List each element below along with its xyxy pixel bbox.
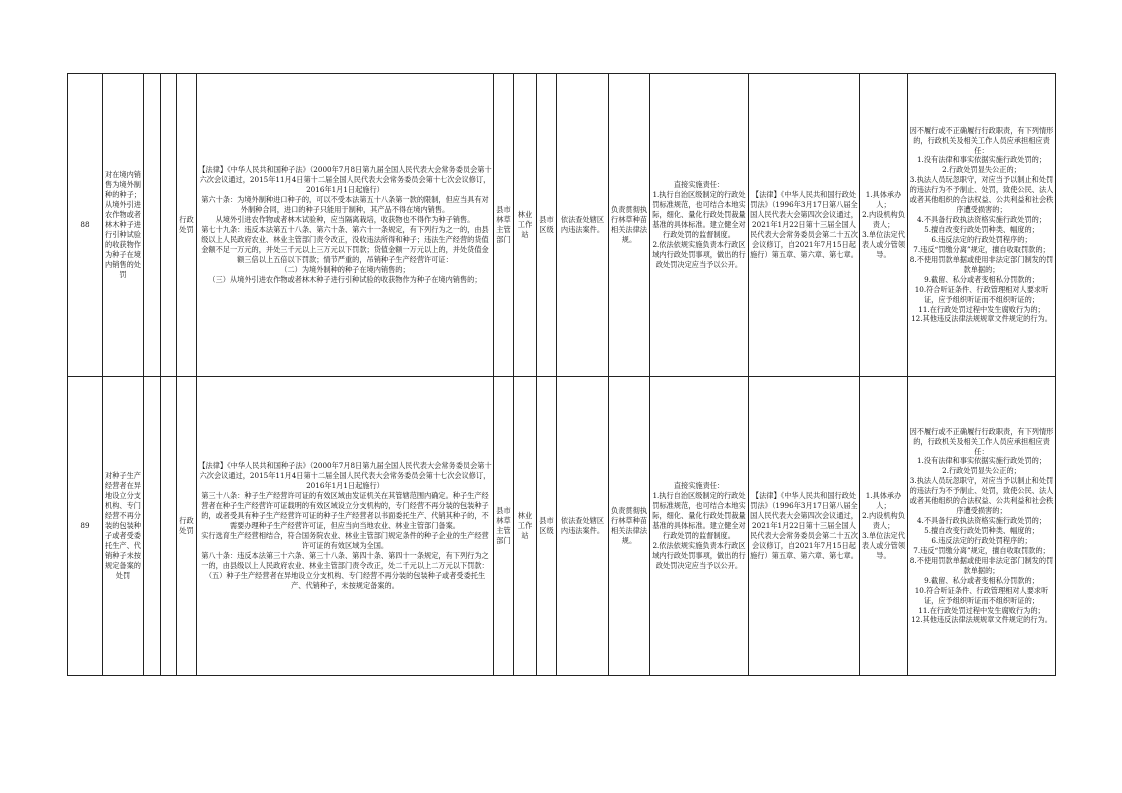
item-number: 88 [68,74,103,377]
legal-basis-line: （二）为境外制种的种子在境内销售的； [280,264,410,274]
liability-line: 2.行政处罚显失公正的； [942,165,1021,175]
item-name: 对种子生产经营者在异地设立分支机构、专门经营不再分装的包装种子或者受委托生产、代销种子未按规定备案的处罚 [103,377,144,676]
legal-basis-line: 第八十条：违反本法第三十六条、第三十八条、第四十条、第四十一条规定，有下列行为之一的，由县级以上人民政府农业、林业主管部门责令改正，处二千元以上二万元以下罚款： [201,550,489,570]
responsible-line: 2.内设机构负责人； [862,511,905,531]
liability-line: 5.擅自改变行政处罚种类、幅度的； [924,526,1039,535]
responsible-persons-cell [860,74,908,377]
liability-line: 9.截留、私分或者变相私分罚款的； [924,575,1039,585]
liability-line: 9.截留、私分或者变相私分罚款的； [924,274,1039,284]
duty-items-cell [650,377,749,676]
item-type: 行政处罚 [177,377,197,676]
liability-line: 11.在行政处罚过程中发生腐败行为的； [918,605,1045,615]
implementing-department: 县市林草主管部门 [494,377,514,676]
liability-line: 4.不具备行政执法资格实施行政处罚的； [916,215,1047,225]
legal-basis-line: 从境外引进农作物或者林木试验种，应当隔离栽培，收获物也不得作为种子销售。 [215,215,475,225]
jurisdiction-scope: 依法查处辖区内违法案件。 [557,74,609,377]
duty-owner: 负责贯彻执行林草种苗相关法律法规。 [609,74,650,377]
liability-line: 8.不使用罚款单据或使用非法定部门制发的罚款单据的； [909,254,1054,274]
liability-line: 7.违反“罚缴分离”规定，擅自收取罚款的； [913,545,1050,555]
responsible-line: 3.单位法定代表人或分管领导。 [861,229,906,259]
table-row [68,377,1056,676]
liability-line: 6.违反法定的行政处罚程序的； [931,535,1032,545]
implementing-level: 县市区级 [537,74,557,377]
empty-cell [161,74,177,377]
liability-line: 因不履行或不正确履行行政职责，有下列情形的，行政机关及相关工作人员应承担相应责任： [909,125,1054,155]
duty-line: 1.执行自治区级制定的行政处罚标准规范，也可结合本地实际，细化、量化行政处罚裁量基准的具体标准。建立健全对行政处罚的监督制度。 [652,190,746,239]
legal-basis-line: 实行选育生产经营相结合，符合国务院农业、林业主管部门规定条件的种子企业的生产经营许可证的有效区域为全国。 [201,530,489,550]
legal-basis-line: 【法律】《中华人民共和国种子法》（2000年7月8日第九届全国人民代表大会常务委员会第十六次会议通过，2015年11月4日第十二届全国人民代表大会常务委员会第十七次会议修订，2016年1月1日起施行） [198,165,492,195]
empty-cell [144,377,161,676]
duty-line: 1.执行自治区级制定的行政处罚标准规范，也可结合本地实际，细化、量化行政处罚裁量基准的具体标准。建立健全对行政处罚的监督制度。 [652,491,746,540]
legal-basis-line: （五）种子生产经营者在异地设立分支机构、专门经营不再分装的包装种子或者受委托生产、代销种子，未按规定备案的。 [204,570,486,590]
legal-basis-cell [197,377,494,676]
legal-basis-line: 第六十条：为境外制种进口种子的，可以不受本法第五十八条第一款的限制，但应当具有对外制种合同，进口的种子只能用于制种，其产品不得在境内销售。 [201,195,489,215]
liability-line: 3.执法人员玩忽职守，对应当予以制止和处罚的违法行为不予制止、处罚，致使公民、法人或者其他组织的合法权益、公共利益和社会秩序遭受损害的； [909,175,1054,215]
liability-line: 8.不使用罚款单据或使用非法定部门制发的罚款单据的； [909,555,1054,575]
liability-line: 11.在行政处罚过程中发生腐败行为的； [918,304,1045,314]
liability-line: 7.违反“罚缴分离”规定，擅自收取罚款的； [913,244,1050,254]
liability-line: 5.擅自改变行政处罚种类、幅度的； [924,225,1039,234]
liability-line: 1.没有法律和事实依据实施行政处罚的； [916,456,1047,466]
liability-line: 4.不具备行政执法资格实施行政处罚的； [916,516,1047,526]
item-number: 89 [68,377,103,676]
item-name: 对在境内销售为境外制种的种子；从境外引进农作物或者林木种子进行引种试验的收获物作为种子在境内销售的处罚 [103,74,144,377]
duty-line: 直接实施责任： [673,481,725,491]
implementing-subject: 林业工作站 [514,74,537,377]
responsible-persons-cell [860,377,908,676]
empty-cell [144,74,161,377]
liability-line: 2.行政处罚显失公正的； [942,466,1021,476]
legal-basis-line: 第三十八条：种子生产经营许可证的有效区域由发证机关在其管辖范围内确定。种子生产经营者在种子生产经营许可证载明的有效区域设立分支机构的，专门经营不再分装的包装种子的，或者受具有种子生产经营许可证的种子生产经营者以书面委托生产、代销其种子的，不需要办理种子生产经营许可证，但应当向当地农业、林业主管部门备案。 [201,491,489,531]
liability-cell [908,377,1056,676]
liability-line: 10.符合听证条件、行政管理相对人要求听证，应予组织听证而不组织听证的； [914,284,1049,304]
legal-basis-line: 【法律】《中华人民共和国种子法》（2000年7月8日第九届全国人民代表大会常务委员会第十六次会议通过，2015年11月4日第十二届全国人民代表大会常务委员会第十七次会议修订，2016年1月1日起施行） [198,461,492,491]
liability-cell [908,74,1056,377]
duty-line: 直接实施责任： [673,180,725,190]
power-list-table [67,73,1056,676]
responsible-line: 2.内设机构负责人； [862,210,905,230]
liability-line: 12.其他违反法律法规规章文件规定的行为。 [911,314,1052,324]
implementing-subject: 林业工作站 [514,377,537,676]
liability-line: 3.执法人员玩忽职守，对应当予以制止和处罚的违法行为不予制止、处罚，致使公民、法人或者其他组织的合法权益、公共利益和社会秩序遭受损害的； [909,476,1054,516]
accountability-basis: 【法律】《中华人民共和国行政处罚法》（1996年3月17日第八届全国人民代表大会第四次会议通过，2021年1月22日第十三届全国人民代表大会常务委员会第二十五次会议修订，自2021年7月15日起施行）第五章、第六章、第七章。 [749,74,860,377]
implementing-department: 县市林草主管部门 [494,74,514,377]
liability-line: 10.符合听证条件、行政管理相对人要求听证，应予组织听证而不组织听证的； [914,585,1049,605]
responsible-line: 1.具体承办人； [865,190,902,210]
liability-line: 因不履行或不正确履行行政职责，有下列情形的，行政机关及相关工作人员应承担相应责任： [909,426,1054,456]
liability-line: 6.违反法定的行政处罚程序的； [931,234,1032,244]
duty-line: 2.依法依规实施负责本行政区域内行政处罚事项，做出的行政处罚决定应当予以公开。 [652,239,746,269]
empty-cell [161,377,177,676]
jurisdiction-scope: 依法查处辖区内违法案件。 [557,377,609,676]
implementing-level: 县市区级 [537,377,557,676]
liability-line: 1.没有法律和事实依据实施行政处罚的； [916,155,1047,165]
legal-basis-line: （三）从境外引进农作物或者林木种子进行引种试验的收获物作为种子在境内销售的； [208,274,482,284]
duty-line: 2.依法依规实施负责本行政区域内行政处罚事项，做出的行政处罚决定应当予以公开。 [652,540,746,570]
responsible-line: 1.具体承办人； [865,491,902,511]
legal-basis-cell [197,74,494,377]
duty-items-cell [650,74,749,377]
accountability-basis: 【法律】《中华人民共和国行政处罚法》（1996年3月17日第八届全国人民代表大会第四次会议通过，2021年1月22日第十三届全国人民代表大会常务委员会第二十五次会议修订，自2021年7月15日起施行）第五章、第六章、第七章。 [749,377,860,676]
legal-basis-line: 第七十九条：违反本法第五十八条、第六十条、第六十一条规定，有下列行为之一的，由县级以上人民政府农业、林业主管部门责令改正，没收违法所得和种子；违法生产经营的货值金额不足一万元的，并处三千元以上三万元以下罚款；货值金额一万元以上的，并处货值金额三倍以上五倍以下罚款；情节严重的，吊销种子生产经营许可证： [201,225,489,264]
item-type: 行政处罚 [177,74,197,377]
duty-owner: 负责贯彻执行林草种苗相关法律法规。 [609,377,650,676]
table-row [68,74,1056,377]
responsible-line: 3.单位法定代表人或分管领导。 [861,530,906,560]
liability-line: 12.其他违反法律法规规章文件规定的行为。 [911,615,1052,625]
